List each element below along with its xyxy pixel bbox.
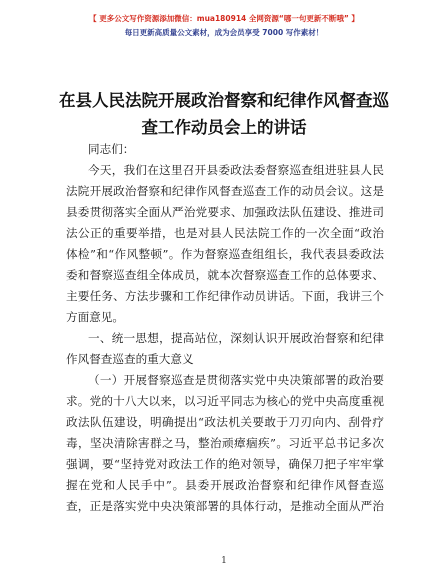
body-line: 委和督察巡查组全体成员，就本次督察巡查工作的总体要求、 <box>66 268 384 282</box>
promo-banner-line-1: 【 更多公文写作资源添加微信：mua180914 全网资源“哪一句更新不断哦” 】 <box>89 14 359 23</box>
body-line: 毒，坚决清除害群之马，整治顽瘴痼疾”。习近平总书记多次 <box>66 436 384 450</box>
page-number: 1 <box>221 556 227 566</box>
body-line: 体检”和“作风整顿”。作为督察巡查组组长，我代表县委政法 <box>66 247 384 261</box>
salutation: 同志们： <box>88 142 135 156</box>
section-heading-line: 作风督查巡查的重大意义 <box>66 352 194 366</box>
body-line: 方面意见。 <box>66 310 124 324</box>
document-title-line-1: 在县人民法院开展政治督察和纪律作风督查巡 <box>59 91 389 110</box>
body-line: 法公正的重要举措，也是对县人民法院工作的一次全面“政治 <box>66 226 384 240</box>
body-line: 强调，要“坚持党对政法工作的绝对领导，确保刀把子牢牢掌 <box>66 457 384 471</box>
promo-banner-line-2: 每日更新高质量公文素材，成为会员享受 7000 写作素材！ <box>124 28 324 37</box>
body-line: 握在党和人民手中”。县委开展政治督察和纪律作风督查巡 <box>66 478 384 492</box>
body-line: 县委贯彻落实全面从严治党要求、加强政法队伍建设、推进司 <box>66 205 384 219</box>
section-heading-line: 一、统一思想，提高站位，深刻认识开展政治督察和纪律 <box>88 331 384 345</box>
body-line: 今天，我们在这里召开县委政法委督察巡查组进驻县人民 <box>88 163 384 177</box>
document-title-line-2: 查工作动员会上的讲话 <box>141 118 307 137</box>
body-line: 主要任务、方法步骤和工作纪律作动员讲话。下面，我讲三个 <box>66 289 384 303</box>
body-line: 查，正是落实党中央决策部署的具体行动，是推动全面从严治 <box>66 499 384 513</box>
body-line: 法院开展政治督察和纪律作风督查巡查工作的动员会议。这是 <box>66 184 384 198</box>
body-line: 求。党的十八大以来，以习近平同志为核心的党中央高度重视 <box>66 394 384 408</box>
body-line: 政法队伍建设，明确提出“政法机关要敢于刀刃向内、刮骨疗 <box>66 415 384 429</box>
body-line: （一）开展督察巡查是贯彻落实党中央决策部署的政治要 <box>88 373 384 387</box>
